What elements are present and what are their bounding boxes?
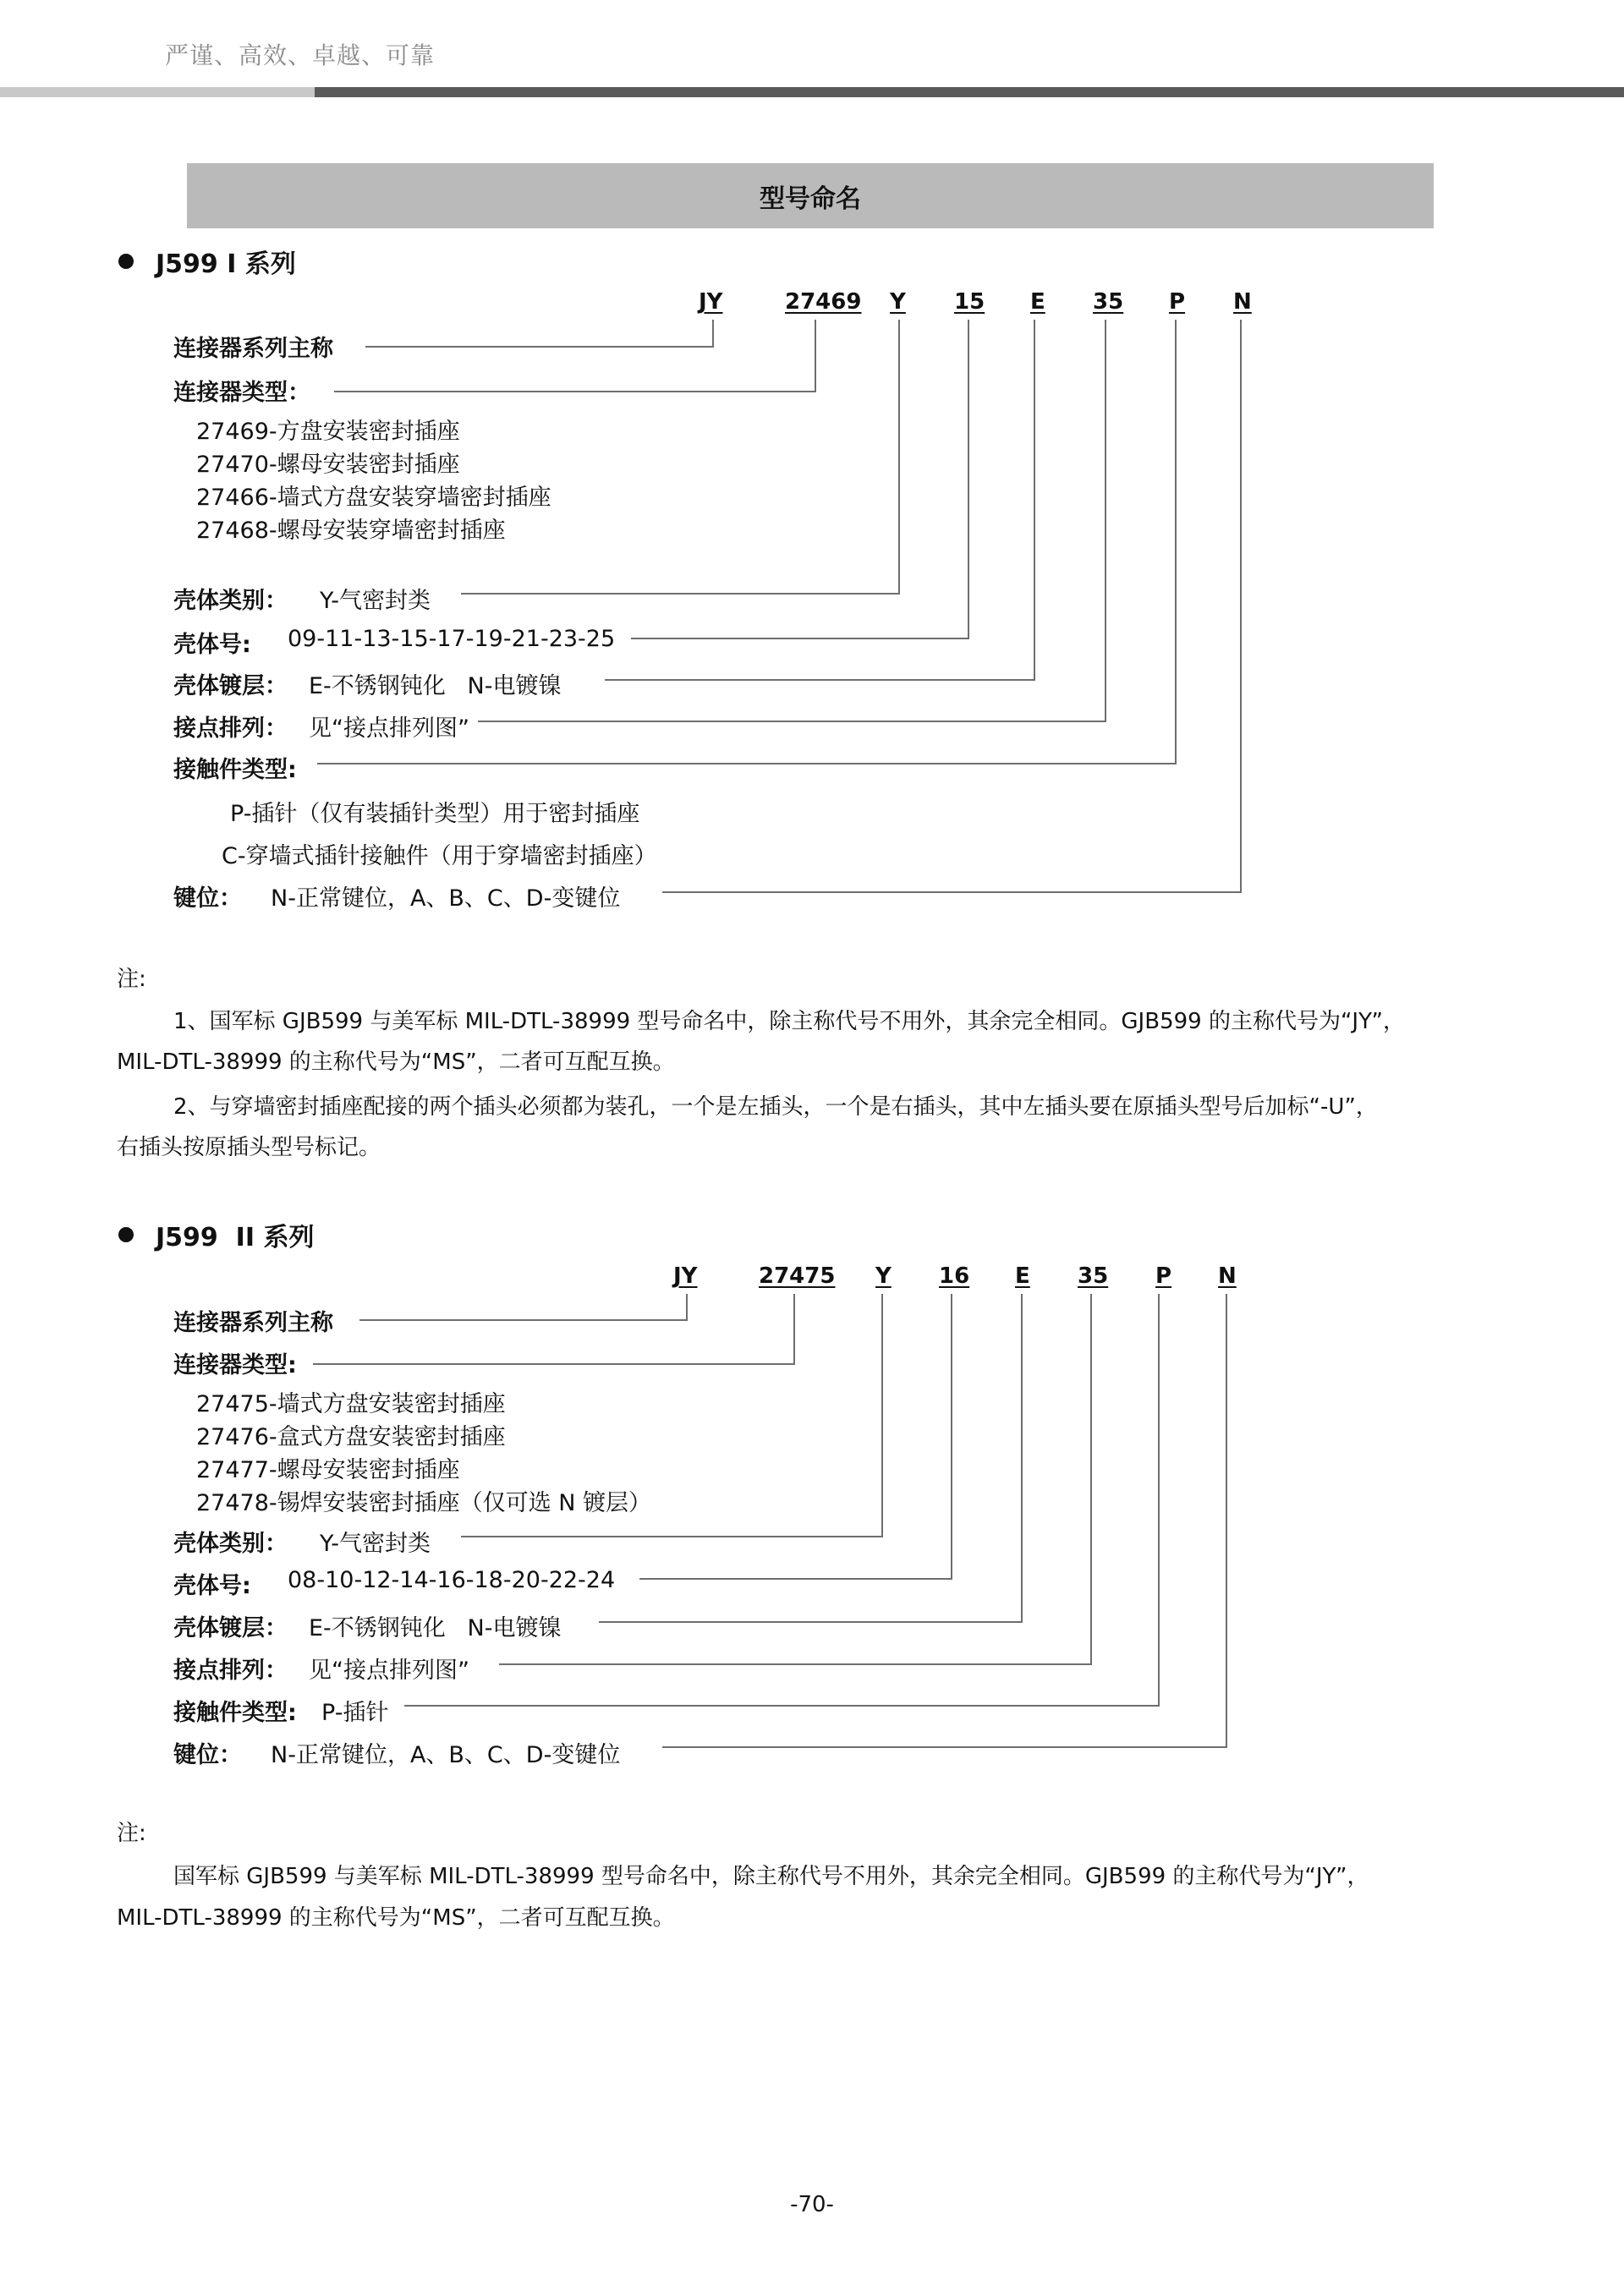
s2-line-keying [662,1294,1226,1747]
header-bar-light [0,87,315,97]
s1-note-line: 2、与穿墙密封插座配接的两个插头必须都为装孔，一个是左插头，一个是右插头，其中左插头要在原插头型号后加标“-U”， [173,1094,1378,1120]
s1-label-shell-size: 壳体号: [173,632,251,658]
series2-heading [118,1216,314,1253]
section-title: 型号命名 [760,184,861,214]
s2-label-shell-plating: 壳体镀层： [173,1615,288,1641]
s1-line-keying [662,320,1241,892]
s1-value-shell-class: Y-气密封类 [320,588,431,614]
s2-code-type: 27475 [759,1263,836,1289]
s2-type-option: 27477-螺母安装密封插座 [196,1457,460,1483]
s2-label-keying: 键位： [173,1742,242,1768]
s1-code-plating: E [1030,289,1045,315]
s1-label-contact-type: 接触件类型: [173,757,297,783]
s2-line-series-name [359,1294,687,1320]
s1-code-class: Y [890,289,906,315]
s1-type-option: 27470-螺母安装密封插座 [196,452,460,478]
s1-notes-label: 注: [117,967,146,992]
s2-value-keying: N-正常键位，A、B、C、D-变键位 [271,1742,621,1768]
s2-type-option: 27476-盒式方盘安装密封插座 [196,1424,506,1450]
s2-type-option: 27475-墙式方盘安装密封插座 [196,1391,506,1417]
s2-code-plating: E [1015,1263,1030,1289]
s2-code-prefix: JY [673,1263,698,1289]
s1-type-option: 27468-螺母安装穿墙密封插座 [196,518,506,544]
s2-line-contact-arrangement [499,1294,1091,1664]
s1-line-shell-plating [605,320,1034,680]
s2-code-class: Y [875,1263,892,1289]
s2-value-contact-type: P-插针 [321,1700,389,1726]
series1-title: J599 I 系列 [156,249,296,279]
s2-code-contact: P [1155,1263,1172,1289]
s2-label-shell-class: 壳体类别： [173,1531,288,1557]
s2-value-shell-plating: E-不锈钢钝化 N-电镀镍 [309,1615,562,1641]
s1-contact-option: P-插针（仅有装插针类型）用于密封插座 [230,801,640,827]
s2-label-series-name: 连接器系列主称 [173,1310,333,1336]
s2-label-contact-type: 接触件类型: [173,1700,297,1726]
s1-line-shell-size [631,320,968,638]
s2-code-size: 16 [939,1263,970,1289]
s2-label-shell-size: 壳体号: [173,1573,251,1599]
s2-notes-label: 注: [117,1821,146,1846]
s1-code-arrangement: 35 [1093,289,1124,315]
s1-type-option: 27466-墙式方盘安装穿墙密封插座 [196,485,551,511]
s1-line-series-name [365,320,713,347]
s2-code-key: N [1218,1263,1237,1289]
s2-value-contact-arrangement: 见“接点排列图” [309,1658,469,1684]
s1-line-connector-type [334,320,815,392]
s1-label-shell-plating: 壳体镀层： [173,673,288,699]
bullet-icon [118,1227,134,1242]
header-slogan: 严谨、高效、卓越、可靠 [165,41,436,69]
header-bar-dark [315,87,1624,97]
s1-label-series-name: 连接器系列主称 [173,336,333,362]
s2-line-shell-plating [599,1294,1022,1622]
series2-title: J599 II 系列 [156,1223,315,1252]
s1-value-keying: N-正常键位，A、B、C、D-变键位 [271,885,621,912]
s1-note-line: 1、国军标 GJB599 与美军标 MIL-DTL-38999 型号命名中，除主称代号不用外，其余完全相同。GJB599 的主称代号为“JY”， [173,1009,1405,1034]
s1-label-connector-type: 连接器类型： [173,380,310,406]
s1-type-option: 27469-方盘安装密封插座 [196,419,460,445]
s1-code-key: N [1233,289,1252,315]
s2-line-connector-type [313,1294,794,1364]
s2-label-contact-arrangement: 接点排列： [173,1658,288,1684]
s1-value-shell-size: 09-11-13-15-17-19-21-23-25 [288,626,616,652]
s1-line-shell-class [461,320,899,594]
s2-line-shell-size [639,1294,952,1579]
s2-code-arrangement: 35 [1078,1263,1109,1289]
page-number: -70- [790,2192,834,2217]
s2-value-shell-class: Y-气密封类 [320,1531,431,1557]
s2-value-shell-size: 08-10-12-14-16-18-20-22-24 [288,1567,616,1593]
s2-note-line: 国军标 GJB599 与美军标 MIL-DTL-38999 型号命名中，除主称代号不用外，其余完全相同。GJB599 的主称代号为“JY”， [173,1864,1369,1889]
series1-heading [118,243,296,280]
s2-type-option: 27478-锡焊安装密封插座（仅可选 N 镀层） [196,1490,651,1516]
s2-note-line: MIL-DTL-38999 的主称代号为“MS”，二者可互配互换。 [117,1905,675,1931]
s1-code-size: 15 [954,289,985,315]
s1-label-keying: 键位： [173,885,242,912]
s1-note-line: 右插头按原插头型号标记。 [117,1135,381,1160]
s1-label-shell-class: 壳体类别： [173,588,288,614]
s2-label-connector-type: 连接器类型: [173,1352,297,1378]
s1-code-contact: P [1169,289,1186,315]
bullet-icon [118,254,134,269]
s1-value-shell-plating: E-不锈钢钝化 N-电镀镍 [309,673,562,699]
s1-contact-option: C-穿墙式插针接触件（用于穿墙密封插座） [222,843,657,869]
s1-value-contact-arrangement: 见“接点排列图” [309,715,469,742]
s1-code-prefix: JY [699,289,723,315]
s1-note-line: MIL-DTL-38999 的主称代号为“MS”，二者可互配互换。 [117,1049,675,1075]
section-title-bar [187,163,1434,228]
s1-label-contact-arrangement: 接点排列： [173,715,288,742]
s1-code-type: 27469 [785,289,862,315]
s1-line-contact-arrangement [478,320,1106,721]
